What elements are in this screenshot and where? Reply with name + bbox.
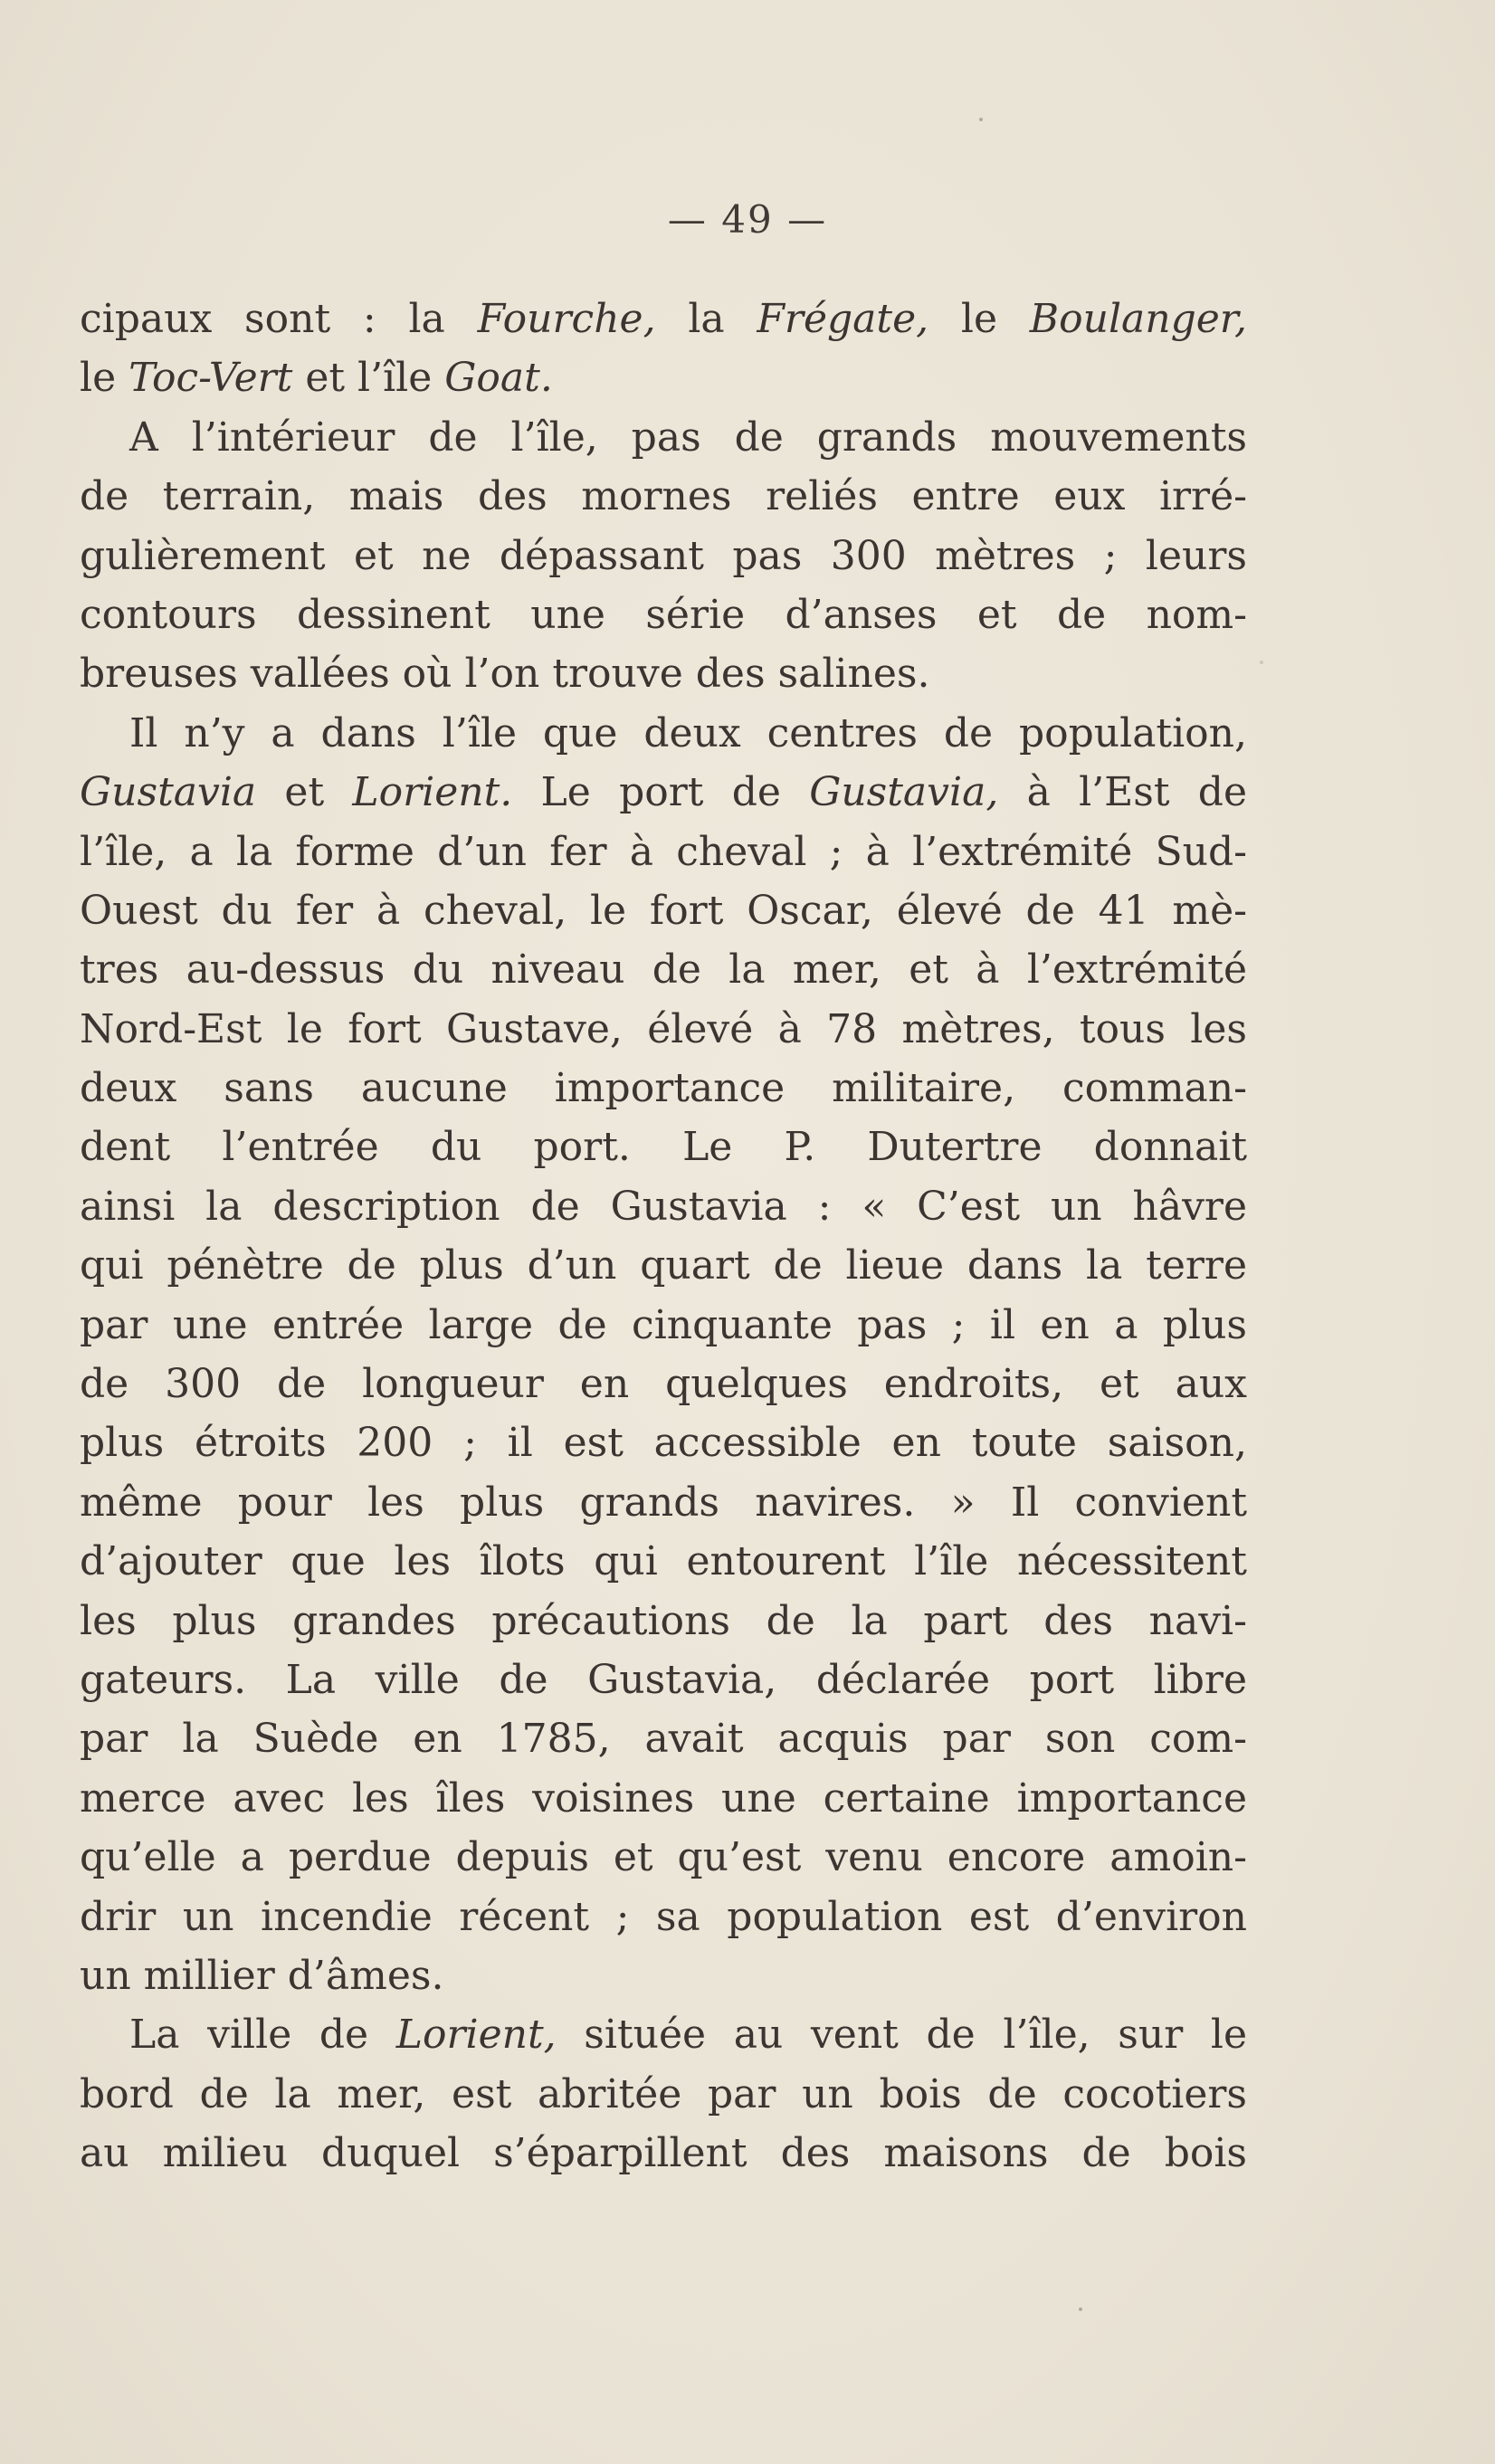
text-segment: cipaux sont : la [80,296,478,342]
italic-text: Frégate, [757,296,929,342]
text-segment: à l’Est de [998,769,1248,816]
text-segment: drir un incendie récent ; sa population est d’environ [80,1893,1247,1940]
text-line [80,881,1247,940]
text-segment: située au vent de l’île, sur le [556,2012,1247,2059]
text-segment: qui pénètre de plus d’un quart de lieue dans la terre [80,1242,1247,1289]
text-segment: Il n’y a dans l’île que deux centres de population, [129,709,1247,756]
text-line [80,467,1247,526]
text-segment: dent l’entrée du port. Le P. Dutertre donnait [80,1124,1247,1171]
text-line [80,1592,1247,1651]
text-segment: par une entrée large de cinquante pas ; il en a plus [80,1301,1247,1348]
text-line [80,763,1247,822]
text-line [80,1177,1247,1236]
italic-text: Lorient. [352,769,513,816]
text-line [80,1118,1247,1176]
text-segment: breuses vallées où l’on trouve des salines. [80,651,930,698]
text-line [80,1296,1247,1355]
text-line [80,2065,1247,2124]
text-segment: l’île, a la forme d’un fer à cheval ; à l’extrémité Sud- [80,828,1247,875]
text-line [80,1946,1247,2005]
text-segment: et [256,769,353,816]
italic-text: Fourche, [477,296,656,342]
text-segment: les plus grandes précautions de la part des navi- [80,1597,1247,1644]
text-segment: plus étroits 200 ; il est accessible en toute saison, [80,1420,1247,1467]
text-line [80,585,1247,644]
text-line [80,408,1247,467]
text-line [80,2005,1247,2064]
paper-speck [1260,661,1263,664]
text-segment: qu’elle a perdue depuis et qu’est venu encore amoin- [80,1834,1247,1881]
text-segment: le [928,296,1030,342]
text-segment: même pour les plus grands navires. » Il convient [80,1479,1247,1526]
paper-speck [979,118,983,121]
text-segment: deux sans aucune importance militaire, comman- [80,1065,1247,1112]
body-text [80,290,1247,2183]
text-segment: gulièrement et ne dépassant pas 300 mètres ; leurs [80,532,1247,579]
italic-text: Goat. [444,355,553,402]
text-segment: de terrain, mais des mornes reliés entre eux irré- [80,473,1247,520]
text-segment: la [655,296,757,342]
text-line [80,1000,1247,1059]
text-line [80,290,1247,348]
text-segment: bord de la mer, est abritée par un bois de cocotiers [80,2070,1247,2117]
text-segment: tres au-dessus du niveau de la mer, et à l’extrémité [80,947,1247,994]
text-line [80,1769,1247,1828]
text-line [80,1532,1247,1591]
text-line [80,1059,1247,1118]
italic-text: Gustavia, [809,769,999,816]
italic-text: Toc-Vert [129,355,293,402]
text-segment: ainsi la description de Gustavia : « C’est un hâvre [80,1183,1247,1230]
text-segment: d’ajouter que les îlots qui entourent l’île nécessitent [80,1538,1247,1585]
text-segment: merce avec les îles voisines une certaine importance [80,1774,1247,1822]
text-segment: Ouest du fer à cheval, le fort Oscar, élevé de 41 mè- [80,887,1247,934]
text-segment: La ville de [129,2012,396,2059]
text-segment: de 300 de longueur en quelques endroits, et aux [80,1361,1247,1408]
text-line [80,823,1247,881]
text-line [80,704,1247,763]
text-line [80,644,1247,703]
text-segment: Le port de [512,769,810,816]
text-segment: au milieu duquel s’éparpillent des maisons de bois [80,2130,1247,2177]
text-segment: contours dessinent une série d’anses et de nom- [80,591,1247,638]
text-line [80,1828,1247,1887]
italic-text: Gustavia [80,769,257,816]
text-segment: le [80,355,129,402]
text-line [80,940,1247,999]
paper-speck [1079,2307,1082,2311]
text-line [80,348,1247,407]
text-line [80,1236,1247,1295]
page-number: — 49 — [667,197,828,242]
text-segment: Nord-Est le fort Gustave, élevé à 78 mètres, tous les [80,1005,1247,1052]
text-line [80,2124,1247,2183]
text-line [80,1355,1247,1413]
text-segment: gateurs. La ville de Gustavia, déclarée port libre [80,1656,1247,1703]
text-line [80,1413,1247,1472]
text-line [80,1709,1247,1768]
text-line [80,527,1247,585]
text-segment: par la Suède en 1785, avait acquis par son com- [80,1716,1247,1763]
text-line [80,1888,1247,1946]
text-line [80,1473,1247,1532]
text-segment: et l’île [292,355,445,402]
text-line [80,1651,1247,1709]
text-segment: A l’intérieur de l’île, pas de grands mouvements [129,414,1247,461]
text-segment: un millier d’âmes. [80,1952,444,1999]
italic-text: Lorient, [395,2012,557,2059]
italic-text: Boulanger, [1029,296,1247,342]
